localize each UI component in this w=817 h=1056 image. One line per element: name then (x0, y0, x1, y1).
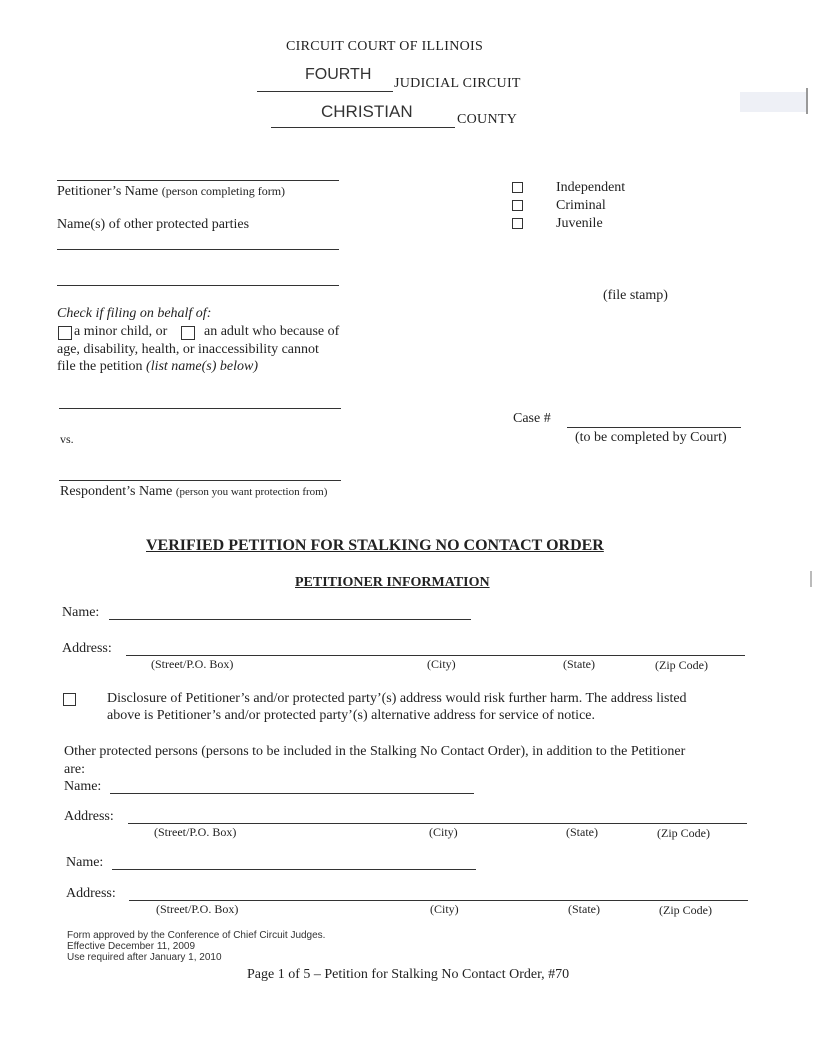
petitioner-address-field[interactable] (126, 655, 745, 656)
minor-child-checkbox[interactable] (58, 326, 72, 340)
section-title: PETITIONER INFORMATION (295, 575, 490, 590)
juvenile-label: Juvenile (556, 216, 603, 231)
behalf-line-3-text: file the petition (57, 359, 147, 374)
behalf-line-3 (57, 359, 258, 375)
file-stamp-label: (file stamp) (603, 288, 668, 303)
petitioner-name-line (57, 180, 339, 181)
scan-smudge (740, 92, 806, 112)
case-number-line[interactable] (567, 427, 741, 428)
disclosure-line-1: Disclosure of Petitioner’s and/or protected party’(s) address would risk further harm. The address listed (107, 691, 687, 706)
person2-city-caption: (City) (430, 902, 459, 916)
person1-city-caption: (City) (429, 825, 458, 839)
minor-child-label: a minor child, or (74, 324, 168, 339)
criminal-label: Criminal (556, 198, 606, 213)
case-number-label: Case # (513, 411, 551, 426)
person2-zip-caption: (Zip Code) (659, 903, 712, 917)
disclosure-line-2: above is Petitioner’s and/or protected party’(s) alternative address for service of notice. (107, 708, 596, 723)
respondent-label-text: Respondent’s Name (60, 484, 173, 499)
independent-label: Independent (556, 180, 626, 195)
scan-edge-mark (806, 88, 808, 114)
petitioner-name-field[interactable] (109, 619, 471, 620)
zip-caption: (Zip Code) (655, 658, 708, 672)
respondent-name-line[interactable] (59, 480, 341, 481)
scan-edge-mark-2 (810, 571, 812, 587)
other-protected-label: Name(s) of other protected parties (57, 217, 250, 232)
other-persons-line-2: are: (64, 762, 85, 777)
juvenile-checkbox[interactable] (512, 218, 523, 229)
person1-zip-caption: (Zip Code) (657, 826, 710, 840)
footer-note-2: Effective December 11, 2009 (67, 941, 196, 952)
adult-label: an adult who because of (204, 324, 340, 339)
circuit-value[interactable]: FOURTH (305, 66, 372, 83)
criminal-checkbox[interactable] (512, 200, 523, 211)
other-persons-line-1: Other protected persons (persons to be included in the Stalking No Contact Order), in addition to the Petitioner (64, 744, 686, 759)
petitioner-name-label (57, 184, 285, 200)
vs-label: vs. (60, 432, 74, 446)
county-line (271, 127, 455, 128)
person2-address-field[interactable] (129, 900, 748, 901)
adult-checkbox[interactable] (181, 326, 195, 340)
footer-note-1: Form approved by the Conference of Chief Circuit Judges. (67, 930, 326, 941)
behalf-heading: Check if filing on behalf of: (57, 306, 212, 321)
person1-name-field[interactable] (110, 793, 474, 794)
behalf-names-line[interactable] (59, 408, 341, 409)
footer-note-3: Use required after January 1, 2010 (67, 952, 222, 963)
person2-address-label: Address: (66, 886, 116, 901)
petitioner-name-field-label: Name: (62, 605, 100, 620)
person1-address-label: Address: (64, 809, 114, 824)
respondent-label (60, 484, 327, 500)
behalf-line-2: age, disability, health, or inaccessibility cannot (57, 342, 319, 357)
page-footer: Page 1 of 5 – Petition for Stalking No Contact Order, #70 (247, 967, 570, 982)
disclosure-checkbox[interactable] (63, 693, 76, 706)
person1-street-caption: (Street/P.O. Box) (154, 825, 237, 839)
person1-state-caption: (State) (566, 825, 598, 839)
case-number-note: (to be completed by Court) (575, 430, 727, 445)
independent-checkbox[interactable] (512, 182, 523, 193)
person2-name-field[interactable] (112, 869, 476, 870)
petitioner-address-label: Address: (62, 641, 112, 656)
person2-name-label: Name: (66, 855, 104, 870)
other-protected-line-1[interactable] (57, 249, 339, 250)
circuit-label: JUDICIAL CIRCUIT (394, 76, 521, 91)
circuit-line (257, 91, 393, 92)
street-caption: (Street/P.O. Box) (151, 657, 234, 671)
city-caption: (City) (427, 657, 456, 671)
county-value[interactable]: CHRISTIAN (321, 102, 413, 121)
person2-state-caption: (State) (568, 902, 600, 916)
county-label: COUNTY (457, 112, 518, 127)
respondent-note: (person you want protection from) (175, 486, 328, 498)
person1-address-field[interactable] (128, 823, 747, 824)
person2-street-caption: (Street/P.O. Box) (156, 902, 239, 916)
petitioner-name-note: (person completing form) (161, 184, 286, 198)
other-protected-line-2[interactable] (57, 285, 339, 286)
petitioner-name-text: Petitioner’s Name (57, 184, 159, 199)
state-caption: (State) (563, 657, 595, 671)
person1-name-label: Name: (64, 779, 102, 794)
behalf-line-3-note: (list name(s) below) (146, 359, 259, 374)
court-title: CIRCUIT COURT OF ILLINOIS (286, 39, 484, 54)
form-title: VERIFIED PETITION FOR STALKING NO CONTACT ORDER (146, 537, 604, 554)
